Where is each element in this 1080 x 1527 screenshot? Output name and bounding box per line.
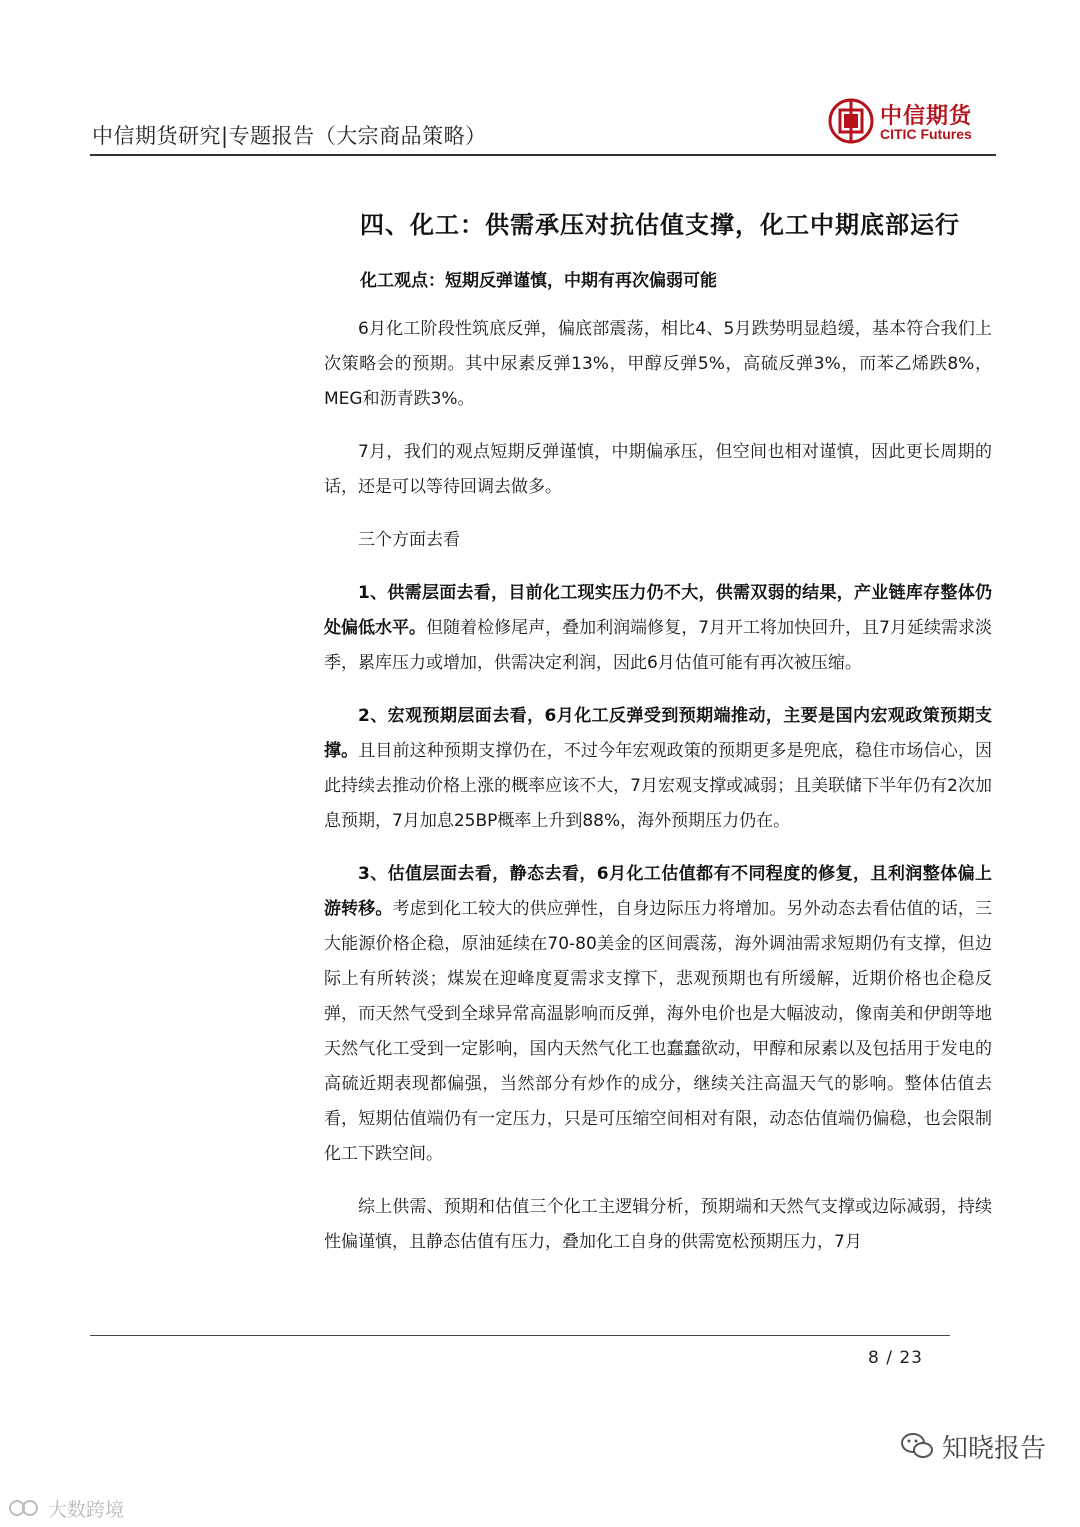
logo-english-name: CITIC Futures (880, 126, 972, 142)
paragraph-valuation-lead: 3、估值层面去看，静态去看，6月化工估值都有不同程度的修复，且利润整体偏上游转移。 (324, 864, 992, 919)
wechat-icon (900, 1431, 934, 1461)
paragraph-three-aspects: 三个方面去看 (358, 530, 460, 550)
watermark-right (900, 1426, 1046, 1466)
section-heading: 四、化工：供需承压对抗估值支撑，化工中期底部运行 (360, 211, 960, 239)
paragraph-macro (324, 699, 992, 839)
paragraph-macro-body: 且目前这种预期支撑仍在，不过今年宏观政策的预期更多是兜底，稳住市场信心，因此持续去推动价格上涨的概率应该不大，7月宏观支撑或减弱；且美联储下半年仍有2次加息预期，7月加息25BP概率上升到88%，海外预期压力仍在。 (324, 741, 993, 831)
paragraph-supply-demand-body: 但随着检修尾声，叠加利润端修复，7月开工将加快回升，且7月延续需求淡季，累库压力或增加，供需决定利润，因此6月估值可能有再次被压缩。 (324, 618, 992, 673)
logo-chinese-name: 中信期货 (880, 104, 973, 129)
paragraph-june-review: 6月化工阶段性筑底反弹，偏底部震荡，相比4、5月跌势明显趋缓，基本符合我们上次策略会的预期。其中尿素反弹13%，甲醇反弹5%，高硫反弹3%，而苯乙烯跌8%，MEG和沥青跌3%。 (324, 319, 992, 409)
paragraph-valuation-body: 考虑到化工较大的供应弹性，自身边际压力将增加。另外动态去看估值的话，三大能源价格企稳，原油延续在70-80美金的区间震荡，海外调油需求短期仍有支撑，但边际上有所转淡；煤炭在迎峰度夏需求支撑下，悲观预期也有所缓解，近期价格也企稳反弹，而天然气受到全球异常高温影响而反弹，海外电价也是大幅波动，像南美和伊朗等地天然气化工受到一定影响，国内天然气化工也蠢蠢欲动，甲醇和尿素以及包括用于发电的高硫近期表现都偏强，当然部分有炒作的成分，继续关注高温天气的影响。整体估值去看，短期估值端仍有一定压力，只是可压缩空间相对有限，动态估值端仍偏稳，也会限制化工下跌空间。 (324, 899, 993, 1164)
watermark-logo-icon (8, 1497, 42, 1519)
paragraph-supply-demand-lead: 1、供需层面去看，目前化工现实压力仍不大，供需双弱的结果，产业链库存整体仍处偏低水平。 (324, 583, 992, 638)
body-text (324, 312, 992, 1278)
report-header-title: 中信期货研究|专题报告（大宗商品策略） (92, 124, 487, 148)
paragraph-valuation (324, 857, 992, 1172)
page-number: 8 / 23 (868, 1348, 923, 1368)
watermark-left-text: 大数跨境 (48, 1498, 125, 1521)
paragraph-summary: 综上供需、预期和估值三个化工主逻辑分析，预期端和天然气支撑或边际减弱，持续性偏谨慎，且静态估值有压力，叠加化工自身的供需宽松预期压力，7月 (324, 1197, 992, 1252)
citic-logo-icon (828, 98, 874, 144)
header-divider (90, 154, 996, 156)
footer-divider (90, 1335, 950, 1336)
watermark-left (8, 1494, 124, 1522)
paragraph-supply-demand (324, 576, 992, 681)
paragraph-july-view: 7月，我们的观点短期反弹谨慎，中期偏承压，但空间也相对谨慎，因此更长周期的话，还是可以等待回调去做多。 (324, 442, 992, 497)
watermark-right-text: 知晓报告 (942, 1433, 1047, 1464)
citic-futures-logo (828, 98, 998, 148)
paragraph-macro-lead: 2、宏观预期层面去看，6月化工反弹受到预期端推动，主要是国内宏观政策预期支撑。 (324, 706, 992, 761)
section-subheading: 化工观点：短期反弹谨慎，中期有再次偏弱可能 (360, 271, 717, 291)
